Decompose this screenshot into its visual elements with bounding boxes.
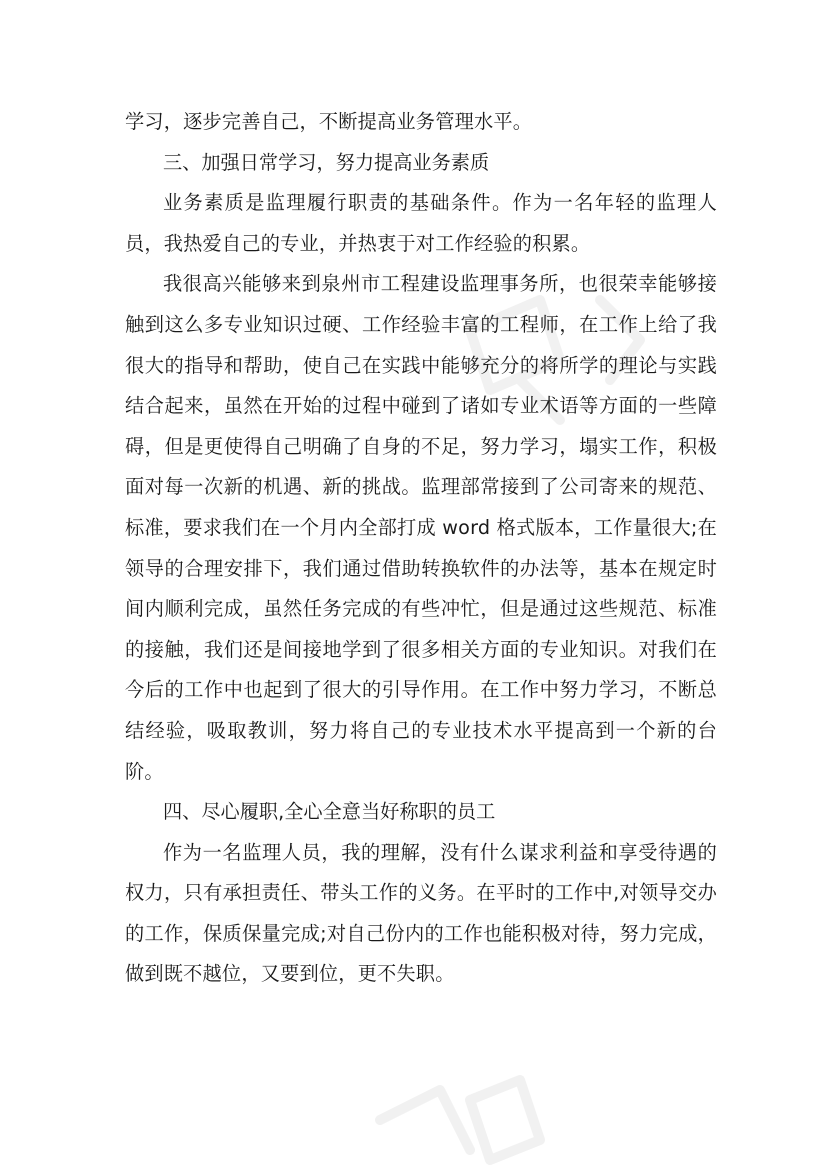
paragraph-work-experience: 我很高兴能够来到泉州市工程建设监理事务所，也很荣幸能够接触到这么多专业知识过硬、工作经验丰富的工程师，在工作上给了我很大的指导和帮助，使自己在实践中能够充分的将所学的理论与实践结合起来，虽然在开始的过程中碰到了诸如专业术语等方面的一些障碍，但是更使得自己明确了自身的不足，努力学习，塌实工作，积极面对每一次新的机遇、新的挑战。监理部常接到了公司寄来的规范、标准，要求我们在一个月内全部打成 word 格式版本，工作量很大;在领导的合理安排下，我们通过借助转换软件的办法等，基本在规定时间内顺利完成，虽然任务完成的有些冲忙，但是通过这些规范、标准的接触，我们还是间接地学到了很多相关方面的专业知识。对我们在今后的工作中也起到了很大的引导作用。在工作中努力学习，不断总结经验，吸取教训，努力将自己的专业技术水平提高到一个新的台阶。 bbox=[125, 272, 717, 783]
paragraph-continuation: 学习，逐步完善自己，不断提高业务管理水平。 bbox=[125, 110, 533, 133]
paragraph-business-quality: 业务素质是监理履行职责的基础条件。作为一名年轻的监理人员，我热爱自己的专业，并热衷于对工作经验的积累。 bbox=[125, 191, 717, 255]
document-body bbox=[125, 102, 717, 995]
paragraph-duty: 作为一名监理人员，我的理解，没有什么谋求利益和享受待遇的权力，只有承担责任、带头工作的义务。在平时的工作中,对领导交办的工作，保质保量完成;对自己份内的工作也能积极对待，努力完成，做到既不越位，又要到位，更不失职。 bbox=[125, 840, 717, 986]
section-heading-three: 三、加强日常学习，努力提高业务素质 bbox=[163, 150, 490, 174]
section-heading-four: 四、尽心履职,全心全意当好称职的员工 bbox=[163, 800, 496, 824]
